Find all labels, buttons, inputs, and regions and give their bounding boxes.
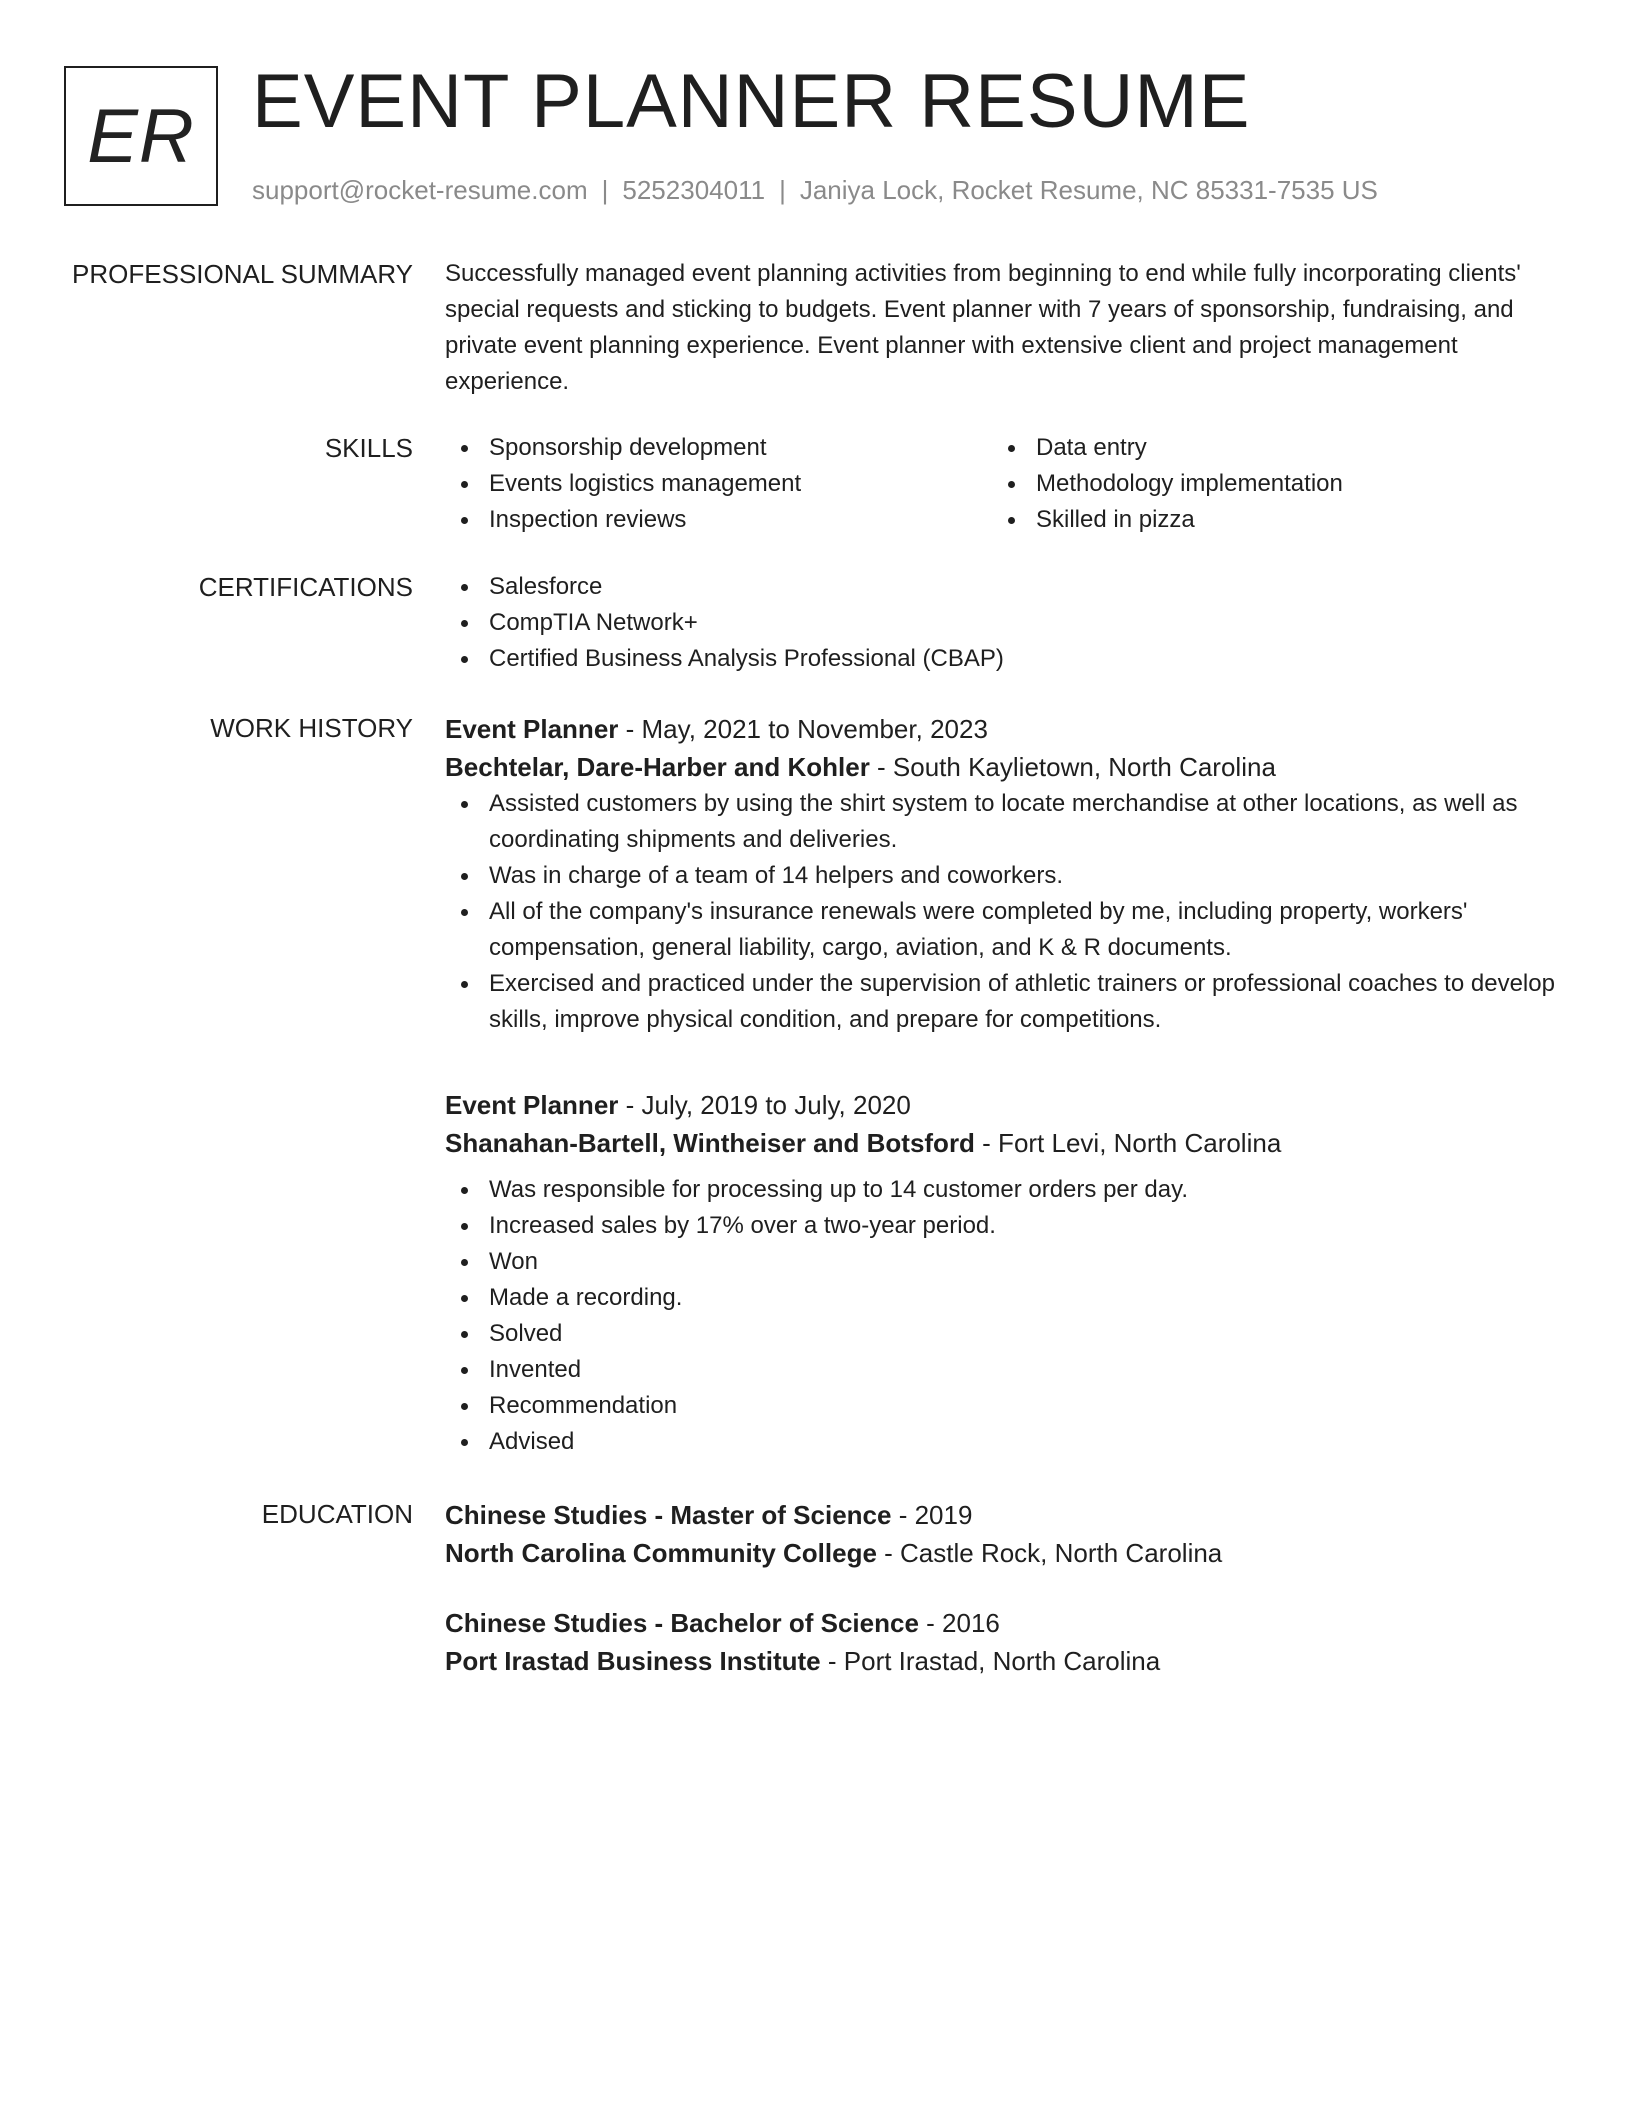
work-history-body xyxy=(445,710,1555,1455)
job-bullet: Made a recording. xyxy=(489,1280,1555,1316)
contact-line xyxy=(252,172,1378,208)
education-school-line xyxy=(445,1534,1555,1572)
education-location: - Port Irastad, North Carolina xyxy=(820,1646,1161,1676)
certification-item: Salesforce xyxy=(489,569,1555,605)
job-title-line xyxy=(445,710,1555,748)
job-bullet: Recommendation xyxy=(489,1388,1555,1424)
job-location: - Fort Levi, North Carolina xyxy=(974,1128,1282,1158)
job-bullet: Exercised and practiced under the supervision of athletic trainers or professional coaches to develop skills, improve physical condition, and prepare for competitions. xyxy=(489,966,1555,1038)
education-school: Port Irastad Business Institute xyxy=(445,1646,821,1676)
job-company: Bechtelar, Dare-Harber and Kohler xyxy=(445,752,870,782)
skill-item: Inspection reviews xyxy=(489,502,992,538)
skills-list-right xyxy=(992,430,1539,538)
certification-item: Certified Business Analysis Professional (CBAP) xyxy=(489,641,1555,677)
job-bullet: Was in charge of a team of 14 helpers and coworkers. xyxy=(489,858,1555,894)
certifications-list xyxy=(445,569,1555,677)
job-dates: - May, 2021 to November, 2023 xyxy=(618,714,988,744)
job-bullet: Invented xyxy=(489,1352,1555,1388)
job-bullet: Solved xyxy=(489,1316,1555,1352)
section-label-work-history: WORK HISTORY xyxy=(210,713,413,743)
job-bullet: Was responsible for processing up to 14 customer orders per day. xyxy=(489,1172,1555,1208)
contact-separator: | xyxy=(779,175,786,205)
education-degree: Chinese Studies - Bachelor of Science xyxy=(445,1608,919,1638)
job-bullets xyxy=(445,786,1555,1038)
education-entry xyxy=(445,1496,1555,1572)
contact-email[interactable]: support@rocket-resume.com xyxy=(252,175,588,205)
skills-list-left xyxy=(445,430,992,538)
job-title-line xyxy=(445,1086,1555,1124)
section-label-education: EDUCATION xyxy=(261,1499,413,1529)
job-company: Shanahan-Bartell, Wintheiser and Botsford xyxy=(445,1128,975,1158)
job-bullet: Assisted customers by using the shirt system to locate merchandise at other locations, as well as coordinating shipments and deliveries. xyxy=(489,786,1555,858)
contact-separator: | xyxy=(601,175,609,205)
job-title: Event Planner xyxy=(445,714,619,744)
skill-item: Data entry xyxy=(1036,430,1539,466)
education-school-line xyxy=(445,1642,1555,1680)
education-year: - 2016 xyxy=(918,1608,1000,1638)
education-body xyxy=(445,1496,1555,1680)
skills-body xyxy=(445,430,1555,538)
section-label-skills: SKILLS xyxy=(324,433,413,463)
education-degree: Chinese Studies - Master of Science xyxy=(445,1500,892,1530)
job-company-line xyxy=(445,748,1555,786)
skill-item: Methodology implementation xyxy=(1036,466,1539,502)
job-company-line xyxy=(445,1124,1555,1162)
job-dates: - July, 2019 to July, 2020 xyxy=(618,1090,911,1120)
monogram-logo: ER xyxy=(64,66,218,206)
education-degree-line xyxy=(445,1604,1555,1642)
education-school: North Carolina Community College xyxy=(445,1538,877,1568)
job-entry xyxy=(445,710,1555,1038)
job-title: Event Planner xyxy=(445,1090,619,1120)
certification-item: CompTIA Network+ xyxy=(489,605,1555,641)
job-bullets xyxy=(445,1172,1555,1460)
skill-item: Skilled in pizza xyxy=(1036,502,1539,538)
education-entry xyxy=(445,1604,1555,1680)
job-bullet: All of the company's insurance renewals were completed by me, including property, workers' compensation, general liability, cargo, aviation, and K & R documents. xyxy=(489,894,1555,966)
education-year: - 2019 xyxy=(891,1500,973,1530)
skills-column-left xyxy=(445,430,992,538)
education-location: - Castle Rock, North Carolina xyxy=(876,1538,1223,1568)
skills-grid xyxy=(445,430,1555,538)
skill-item: Sponsorship development xyxy=(489,430,992,466)
job-bullet: Increased sales by 17% over a two-year period. xyxy=(489,1208,1555,1244)
section-label-certifications: CERTIFICATIONS xyxy=(198,572,413,602)
education-degree-line xyxy=(445,1496,1555,1534)
summary-text: Successfully managed event planning activities from beginning to end while fully incorporating clients' special requests and sticking to budgets. Event planner with 7 years of sponsorship, fundraising, and private event planning experience. Event planner with extensive client and project management experience. xyxy=(445,260,1521,395)
skills-column-right xyxy=(992,430,1539,538)
job-bullet: Won xyxy=(489,1244,1555,1280)
job-entry xyxy=(445,1086,1555,1460)
contact-phone[interactable]: 5252304011 xyxy=(622,175,766,205)
job-bullet: Advised xyxy=(489,1424,1555,1460)
contact-address: Janiya Lock, Rocket Resume, NC 85331-7535 US xyxy=(799,175,1378,205)
section-label-summary: PROFESSIONAL SUMMARY xyxy=(72,259,413,289)
page-title: EVENT PLANNER RESUME xyxy=(252,59,1251,144)
job-location: - South Kaylietown, North Carolina xyxy=(869,752,1276,782)
skill-item: Events logistics management xyxy=(489,466,992,502)
certifications-body xyxy=(445,569,1555,677)
